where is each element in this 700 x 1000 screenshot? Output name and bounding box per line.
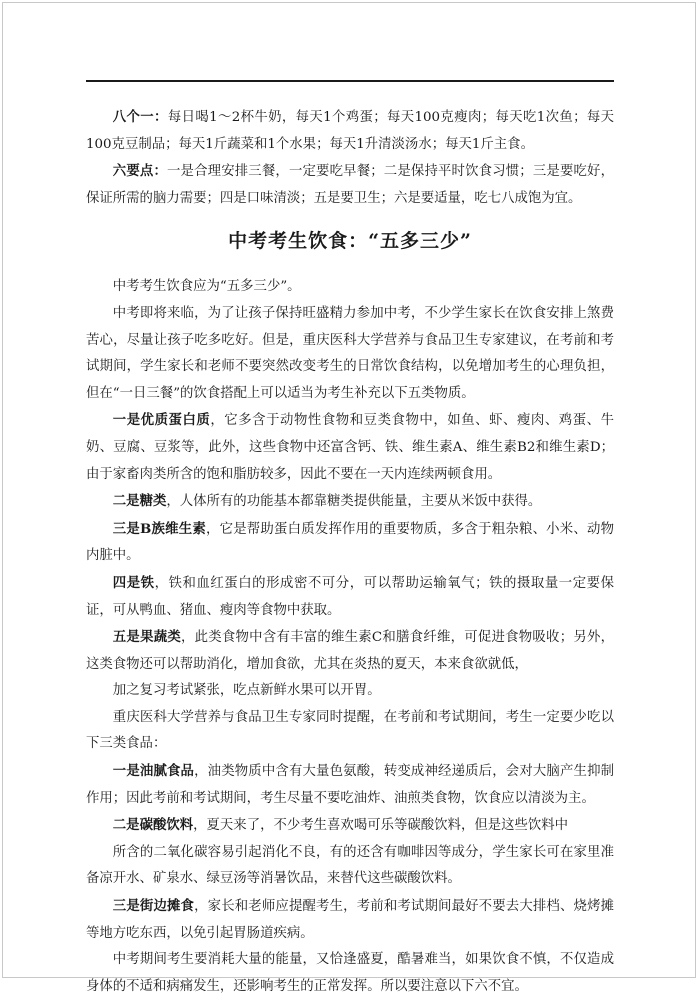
six-points-label: 六要点： — [112, 163, 167, 180]
less-intro-paragraph: 重庆医科大学营养与食品卫生专家同时提醒，在考前和考试期间，考生一定要少吃以下三类食品： — [86, 709, 614, 752]
context-paragraph: 中考即将来临，为了让孩子保持旺盛精力参加中考，不少学生家长在饮食安排上煞费苦心，尽量让孩子吃多吃好。但是，重庆医科大学营养与食品卫生专家建议，在考前和考试期间，学生家长和老师不要突然改变考生的日常饮食结构，以免增加考生的心理负担，但在“一日三餐”的饮食搭配上可以适当为考生补充以下五类物质。 — [86, 305, 614, 401]
lead-paragraph: 中考考生饮食应为“五多三少”。 — [112, 279, 301, 295]
more-item-5-label: 五是果蔬类 — [112, 629, 181, 646]
more-item-5 — [86, 624, 614, 678]
less-item-3-text: ，家长和老师应提醒考生，考前和考试期间最好不要去大排档、烧烤摊等地方吃东西，以免引起胃肠道疾病。 — [86, 899, 615, 941]
header-rule — [86, 80, 614, 82]
more-item-3 — [86, 516, 614, 570]
six-points-paragraph — [86, 158, 614, 212]
more-item-2-label: 二是糖类 — [112, 493, 167, 510]
more-item-1-text: ，它多含于动物性食物和豆类食物中，如鱼、虾、瘦肉、鸡蛋、牛奶、豆腐、豆浆等，此外，这些食物中还富含钙、铁、维生素A、维生素B2和维生素D；由于家畜肉类所含的饱和脂肪较多，因此不要在一天内连续两顿食用。 — [86, 413, 614, 482]
more-item-1 — [86, 407, 614, 488]
eight-ones-text: 每日喝1～2杯牛奶，每天1个鸡蛋；每天100克瘦肉；每天吃1次鱼；每天100克豆制品；每天1斤蔬菜和1个水果；每天1升清淡汤水；每天1斤主食。 — [86, 110, 614, 152]
less-item-3 — [86, 893, 614, 947]
more-item-4-label: 四是铁 — [112, 574, 155, 591]
less-item-1 — [86, 758, 614, 812]
more-item-2-text: ，人体所有的功能基本都靠糖类提供能量，主要从米饭中获得。 — [166, 494, 542, 510]
less-item-2 — [86, 812, 614, 840]
more-item-5-text: ，此类食物中含有丰富的维生素C和膳食纤维，可促进食物吸收；另外，这类食物还可以帮助消化，增加食欲，尤其在炎热的夏天，本来食欲就低， — [86, 630, 614, 672]
article-body — [86, 104, 614, 1000]
fruit-continuation: 加之复习考试紧张，吃点新鲜水果可以开胃。 — [112, 683, 381, 699]
more-item-2 — [86, 488, 614, 516]
section-title: 中考考生饮食：“五多三少” — [228, 230, 472, 253]
final-paragraph: 中考期间考生要消耗大量的能量，又恰逢盛夏，酷暑难当，如果饮食不慎，不仅造成身体的不适和病痛发生，还影响考生的正常发挥。所以要注意以下六不宜。 — [86, 952, 614, 994]
six-points-text: 一是合理安排三餐，一定要吃早餐；二是保持平时饮食习惯；三是要吃好，保证所需的脑力需要；四是口味清淡；五是要卫生；六是要适量，吃七八成饱为宜。 — [86, 164, 614, 206]
less-item-2-text: ，夏天来了，不少考生喜欢喝可乐等碳酸饮料，但是这些饮料中 — [193, 818, 569, 834]
less-item-2-label: 二是碳酸饮料 — [112, 817, 194, 834]
more-item-4-text: ，铁和血红蛋白的形成密不可分，可以帮助运输氧气；铁的摄取量一定要保证，可从鸭血、猪血、瘦肉等食物中获取。 — [86, 575, 614, 618]
more-item-1-label: 一是优质蛋白质 — [112, 412, 211, 429]
less-item-3-label: 三是街边摊食 — [112, 898, 195, 915]
more-item-3-text: ，它是帮助蛋白质发挥作用的重要物质，多含于粗杂粮、小米、动物内脏中。 — [86, 521, 614, 564]
soda-continuation: 所含的二氧化碳容易引起消化不良，有的还含有咖啡因等成分，学生家长可在家里准备凉开水、矿泉水、绿豆汤等消暑饮品，来替代这些碳酸饮料。 — [86, 844, 614, 887]
less-item-1-text: ，油类物质中含有大量色氨酸，转变成神经递质后，会对大脑产生抑制作用；因此考前和考试期间，考生尽量不要吃油炸、油煎类食物，饮食应以清淡为主。 — [86, 764, 615, 806]
eight-ones-paragraph — [86, 104, 614, 158]
more-item-4 — [86, 570, 614, 624]
more-item-3-label: 三是B族维生素 — [112, 520, 206, 537]
eight-ones-label: 八个一： — [112, 109, 168, 125]
less-item-1-label: 一是油腻食品 — [112, 763, 195, 780]
